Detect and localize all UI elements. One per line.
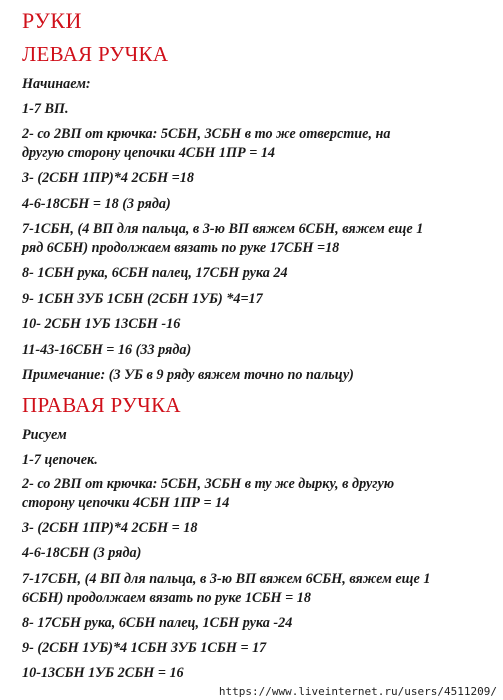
left-line: 11-43-16СБН = 16 (33 ряда) [22, 342, 192, 358]
right-line: 6СБН) продолжаем вязать по руке 1СБН = 18 [22, 590, 311, 606]
right-line: 3- (2СБН 1ПР)*4 2СБН = 18 [22, 520, 198, 536]
section-heading-left: ЛЕВАЯ РУЧКА [22, 42, 169, 66]
right-line: Рисуем [22, 427, 67, 443]
right-line: 8- 17СБН рука, 6СБН палец, 1СБН рука -24 [22, 615, 293, 631]
left-line: другую сторону цепочки 4СБН 1ПР = 14 [22, 145, 276, 161]
right-line: 9- (2СБН 1УБ)*4 1СБН ЗУБ 1СБН = 17 [22, 640, 267, 656]
left-line: 2- со 2ВП от крючка: 5СБН, 3СБН в то же отверстие, на [22, 126, 391, 142]
right-line: 7-17СБН, (4 ВП для пальца, в 3-ю ВП вяжем 6СБН, вяжем еще 1 [22, 571, 431, 587]
left-line: Примечание: (3 УБ в 9 ряду вяжем точно по пальцу) [22, 367, 354, 383]
left-line: 7-1СБН, (4 ВП для пальца, в 3-ю ВП вяжем 6СБН, вяжем еще 1 [22, 221, 424, 237]
left-line: 8- 1СБН рука, 6СБН палец, 17СБН рука 24 [22, 265, 288, 281]
right-line: 4-6-18СБН (3 ряда) [22, 545, 142, 561]
left-line: 1-7 ВП. [22, 101, 69, 117]
left-line: 3- (2СБН 1ПР)*4 2СБН =18 [22, 170, 194, 186]
section-heading-right: ПРАВАЯ РУЧКА [22, 393, 181, 417]
right-line: 10-13СБН 1УБ 2СБН = 16 [22, 665, 184, 681]
left-line: Начинаем: [22, 76, 91, 92]
left-line: ряд 6СБН) продолжаем вязать по руке 17СБН =18 [22, 240, 340, 256]
left-line: 4-6-18СБН = 18 (3 ряда) [22, 196, 171, 212]
right-line: сторону цепочки 4СБН 1ПР = 14 [22, 495, 230, 511]
right-line: 1-7 цепочек. [22, 452, 98, 468]
left-line: 9- 1СБН ЗУБ 1СБН (2СБН 1УБ) *4=17 [22, 291, 263, 307]
page-title: РУКИ [22, 8, 82, 33]
source-watermark: https://www.liveinternet.ru/users/4511209/ [218, 685, 497, 698]
right-line: 2- со 2ВП от крючка: 5СБН, 3СБН в ту же дырку, в другую [22, 476, 395, 492]
left-line: 10- 2СБН 1УБ 13СБН -16 [22, 316, 181, 332]
